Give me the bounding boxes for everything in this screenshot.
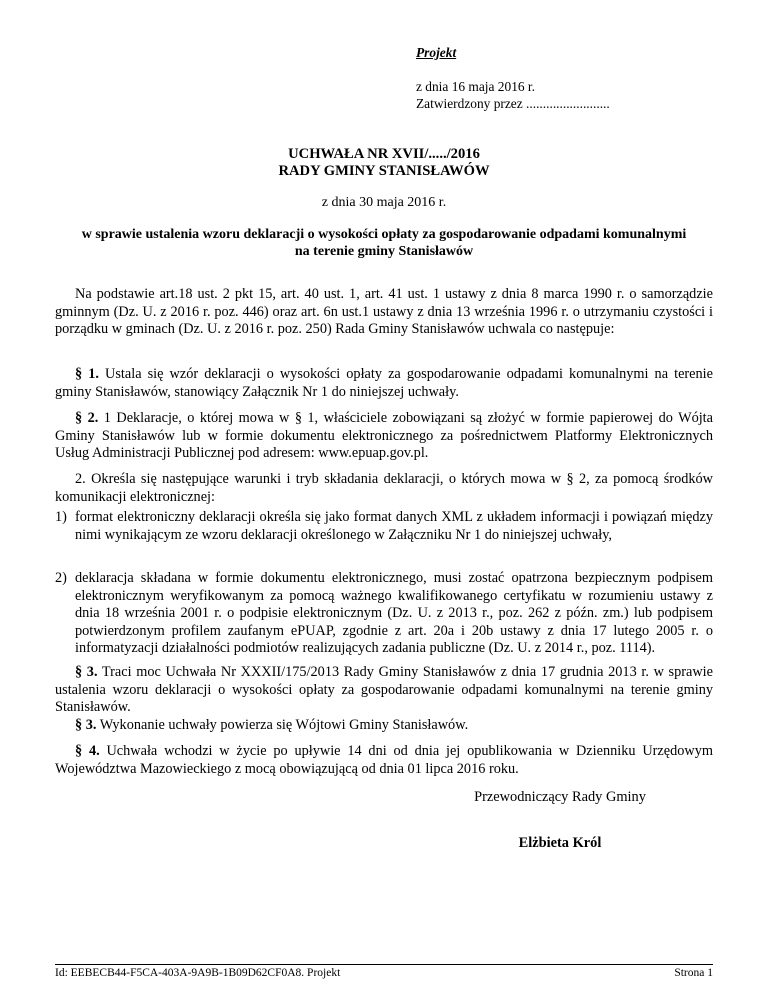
projekt-label: Projekt — [416, 45, 457, 60]
header-date: z dnia 16 maja 2016 r. — [416, 79, 535, 94]
page-number: Strona 1 — [674, 967, 713, 979]
subject-line-1: w sprawie ustalenia wzoru deklaracji o wysokości opłaty za gospodarowanie odpadami komunalnymi — [81, 227, 687, 242]
preamble: Na podstawie art.18 ust. 2 pkt 15, art. 40 ust. 1, art. 41 ust. 1 ustawy z dnia 8 marca 1990 r. o samorządzie gminnym (Dz. U. z 2016 r. poz. 446) oraz art. 6n ust.1 ustawy z dnia 13 września 1996 r. o utrzymaniu czystości i porządku w gminach (Dz. U. z 2016 r. poz. 250) Rada Gminy Stanisławów uchwala co następuje: — [55, 286, 713, 337]
document-header — [416, 44, 610, 112]
section-1-mark: § 1. — [75, 366, 99, 382]
section-3b-text: Wykonanie uchwały powierza się Wójtowi Gminy Stanisławów. — [96, 717, 469, 733]
section-2-mark: § 2. — [75, 410, 99, 426]
list-item-1 — [55, 509, 713, 544]
list-item-2-text: deklaracja składana w formie dokumentu elektronicznego, musi zostać opatrzona bezpiecznym podpisem elektronicznym weryfikowanym za pomocą ważnego kwalifikowanego certyfikatu w rozumieniu ustawy z dnia 18 września 2001 r. o podpisie elektronicznym (Dz. U. z 2013 r., poz. 262 z późn. zm.) lub podpisem potwierdzonym profilem zaufanym ePUAP, zgodnie z art. 20a i 20b ustawy z dnia 17 lutego 2005 r. o informatyzacji działalności podmiotów realizujących zadania publiczne (Dz. U. z 2014 r., poz. 1114). — [75, 570, 713, 656]
section-4-text: Uchwała wchodzi w życie po upływie 14 dni od dnia jej opublikowania w Dzienniku Urzędowym Województwa Mazowieckiego z mocą obowiązującą od dnia 01 lipca 2016 roku. — [55, 743, 713, 777]
resolution-date: z dnia 30 maja 2016 r. — [321, 195, 447, 210]
document-id: Id: EEBECB44-F5CA-403A-9A9B-1B09D62CF0A8. Projekt — [55, 967, 341, 979]
resolution-number: UCHWAŁA NR XVII/...../2016 — [288, 146, 480, 162]
section-3a-mark: § 3. — [75, 664, 98, 680]
footer-divider — [55, 964, 713, 965]
section-3-repeal — [55, 664, 713, 717]
section-1 — [55, 366, 713, 401]
section-4-mark: § 4. — [75, 743, 100, 759]
section-2-text: 1 Deklaracje, o której mowa w § 1, właściciele zobowiązani są złożyć w formie papierowej do Wójta Gminy Stanisławów lub w formie dokumentu elektronicznego za pośrednictwem Platformy Elektronicznych Usług Administracji Publicznej pod adresem: www.epuap.gov.pl. — [55, 410, 714, 461]
section-2 — [55, 410, 713, 463]
list-item-2 — [55, 570, 713, 658]
council-name: RADY GMINY STANISŁAWÓW — [278, 163, 490, 179]
signature-name: Elżbieta Król — [518, 835, 602, 851]
section-3-execution — [55, 717, 713, 735]
subject-line-2: na terenie gminy Stanisławów — [294, 244, 474, 259]
list-item-1-number: 1) — [55, 509, 67, 525]
section-3a-text: Traci moc Uchwała Nr XXXII/175/2013 Rady Gminy Stanisławów z dnia 17 grudnia 2013 r. w sprawie ustalenia wzoru deklaracji o wysokości opłaty za gospodarowanie odpadami komunalnymi na terenie gminy Stanisławów. — [55, 664, 713, 715]
section-2-point-2: 2. Określa się następujące warunki i tryb składania deklaracji, o których mowa w § 2, za pomocą środków komunikacji elektronicznej: — [55, 471, 713, 505]
header-approved: Zatwierdzony przez ......................... — [416, 96, 610, 111]
section-3b-mark: § 3. — [75, 717, 97, 733]
list-item-1-text: format elektroniczny deklaracji określa się jako format danych XML z układem informacji i powiązań między nimi wynikającym ze wzoru deklaracji określonego w Załączniku Nr 1 do niniejszej uchwały, — [75, 509, 713, 543]
section-4 — [55, 743, 713, 778]
list-item-2-number: 2) — [55, 570, 67, 586]
section-1-text: Ustala się wzór deklaracji o wysokości opłaty za gospodarowanie odpadami komunalnymi na terenie gminy Stanisławów, stanowiący Załącznik Nr 1 do niniejszej uchwały. — [55, 366, 713, 400]
signature-role: Przewodniczący Rady Gminy — [474, 789, 646, 805]
